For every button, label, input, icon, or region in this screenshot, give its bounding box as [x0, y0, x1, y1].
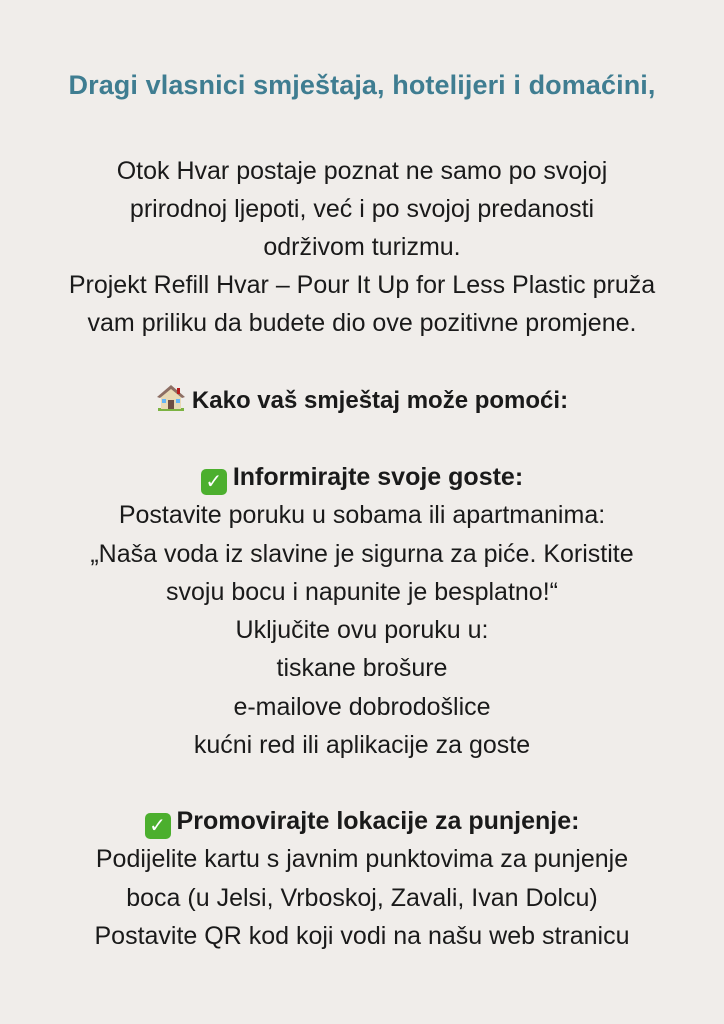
section-line: boca (u Jelsi, Vrboskoj, Zavali, Ivan Dolcu) — [126, 883, 598, 912]
section-title-text: Promovirajte lokacije za punjenje: — [176, 807, 580, 835]
help-heading-text: Kako vaš smještaj može pomoći: — [191, 387, 569, 414]
section-title-text: Informirajte svoje goste: — [232, 463, 524, 491]
section-line: kućni red ili aplikacije za goste — [193, 731, 531, 760]
intro-line: Otok Hvar postaje poznat ne samo po svojoj — [116, 157, 608, 185]
house-icon — [156, 384, 186, 412]
intro-line: vam priliku da budete dio ove pozitivne promjene. — [87, 309, 637, 337]
section-line: e-mailove dobrodošlice — [233, 692, 491, 721]
section-line: Postavite poruku u sobama ili apartmanima: — [118, 501, 606, 530]
check-icon: ✓ — [145, 813, 171, 839]
intro-line: održivom turizmu. — [263, 233, 461, 261]
page-heading: Dragi vlasnici smještaja, hotelijeri i domaćini, — [68, 70, 656, 100]
section-title — [0, 458, 724, 496]
section-line: tiskane brošure — [276, 654, 448, 683]
help-heading — [0, 383, 724, 419]
section-line: svoju bocu i napunite je besplatno!“ — [166, 577, 558, 606]
section-promote-locations — [0, 802, 724, 955]
section-line: Podijelite kartu s javnim punktovima za punjenje — [95, 845, 629, 874]
check-icon: ✓ — [201, 469, 227, 495]
section-line: „Naša voda iz slavine je sigurna za piće. Koristite — [90, 539, 634, 568]
intro-line: Projekt Refill Hvar – Pour It Up for Less Plastic pruža — [68, 271, 656, 299]
section-line: Uključite ovu poruku u: — [235, 616, 489, 645]
intro-paragraph — [0, 152, 724, 342]
section-line: Postavite QR kod koji vodi na našu web stranicu — [94, 921, 630, 950]
section-title — [0, 802, 724, 840]
section-inform-guests — [0, 458, 724, 764]
intro-line: prirodnoj ljepoti, već i po svojoj predanosti — [129, 195, 595, 223]
